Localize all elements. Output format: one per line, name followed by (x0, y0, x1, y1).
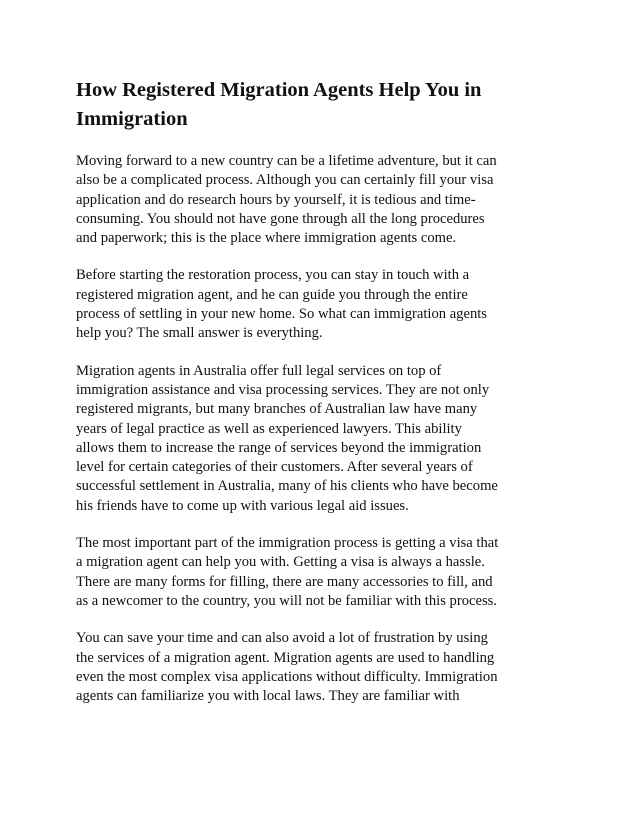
title-line: Immigration (76, 108, 188, 130)
text-line: application and do research hours by yourself, it is tedious and time- (76, 191, 476, 208)
text-line: help you? The small answer is everything. (76, 325, 323, 342)
text-line: You can save your time and can also avoid a lot of frustration by using (76, 630, 488, 647)
text-line: Before starting the restoration process, you can stay in touch with a (76, 267, 470, 284)
paragraph-save-time (76, 629, 562, 706)
paragraph-intro (76, 152, 562, 248)
text-line: Migration agents in Australia offer full legal services on top of (76, 362, 442, 379)
paragraph-visa (76, 534, 562, 611)
text-line: as a newcomer to the country, you will not be familiar with this process. (76, 592, 497, 609)
text-line: immigration assistance and visa processing services. They are not only (76, 381, 490, 398)
text-line: There are many forms for filling, there are many accessories to fill, and (76, 573, 493, 590)
text-line: the services of a migration agent. Migration agents are used to handling (76, 649, 495, 666)
text-line: level for certain categories of their customers. After several years of (76, 459, 473, 476)
text-line: also be a complicated process. Although you can certainly fill your visa (76, 172, 494, 189)
text-line: registered migrants, but many branches of Australian law have many (76, 401, 478, 418)
text-line: a migration agent can help you with. Getting a visa is always a hassle. (76, 554, 485, 571)
text-line: his friends have to come up with various legal aid issues. (76, 497, 409, 514)
document-page (76, 76, 562, 724)
page-title (76, 76, 562, 134)
text-line: years of legal practice as well as experienced lawyers. This ability (76, 420, 462, 437)
text-line: consuming. You should not have gone through all the long procedures (76, 210, 485, 227)
title-line: How Registered Migration Agents Help You in (76, 79, 482, 101)
text-line: allows them to increase the range of services beyond the immigration (76, 439, 482, 456)
text-line: The most important part of the immigration process is getting a visa that (76, 535, 499, 552)
text-line: Moving forward to a new country can be a lifetime adventure, but it can (76, 153, 497, 169)
text-line: even the most complex visa applications without difficulty. Immigration (76, 668, 498, 685)
paragraph-legal-services (76, 362, 562, 516)
text-line: and paperwork; this is the place where immigration agents come. (76, 230, 457, 247)
text-line: successful settlement in Australia, many of his clients who have become (76, 478, 498, 495)
text-line: process of settling in your new home. So what can immigration agents (76, 306, 487, 323)
text-line: registered migration agent, and he can guide you through the entire (76, 286, 468, 303)
text-line: agents can familiarize you with local laws. They are familiar with (76, 688, 460, 705)
paragraph-restoration (76, 266, 562, 343)
